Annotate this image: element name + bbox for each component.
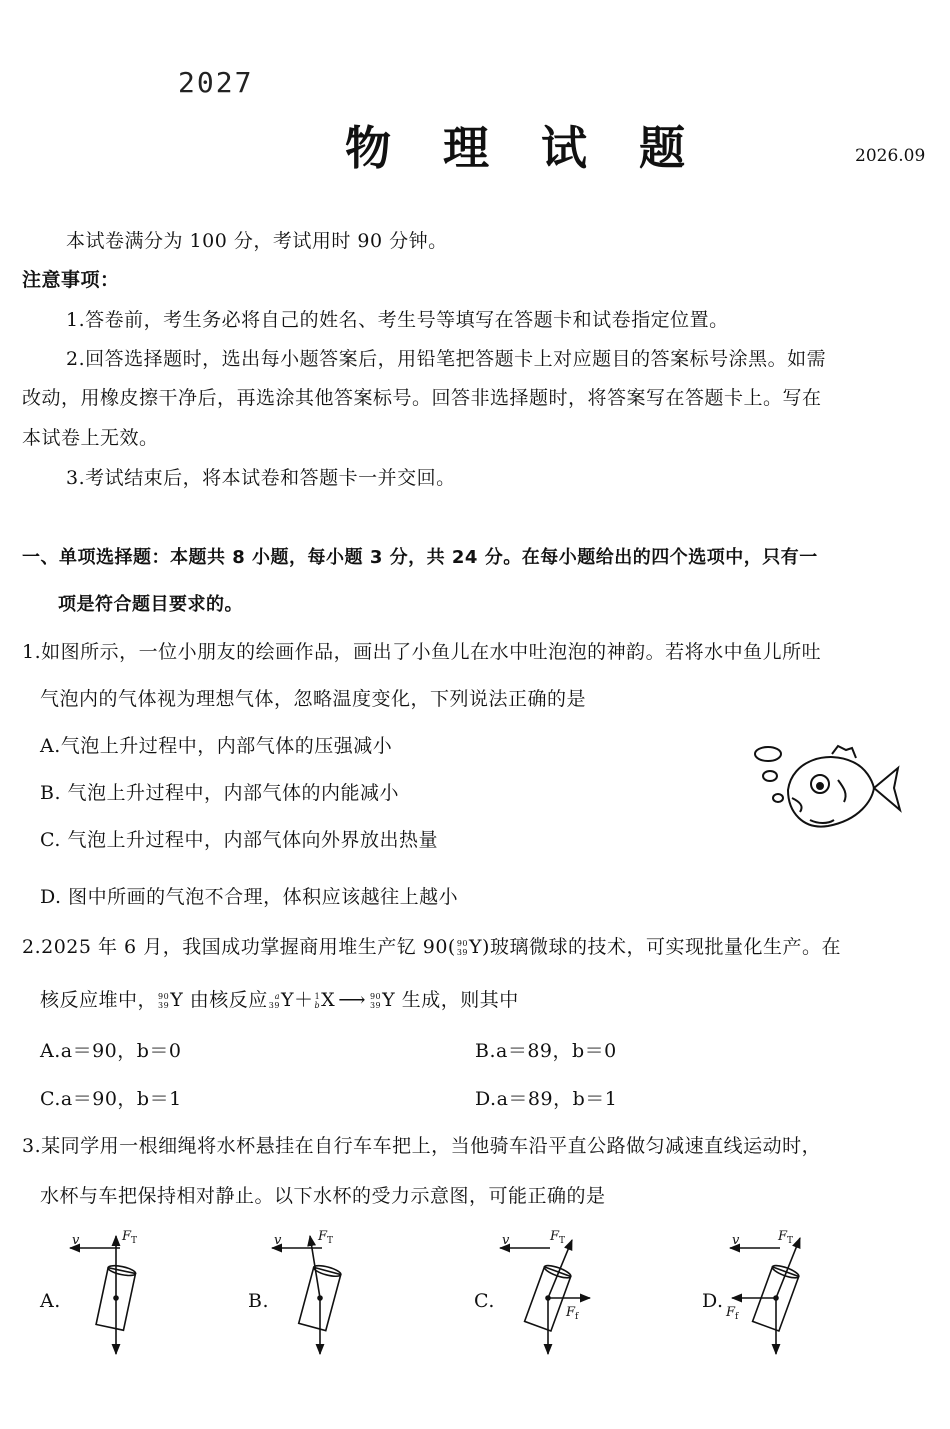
tension-subscript: T xyxy=(559,1236,566,1246)
mass-number: a xyxy=(274,992,280,1001)
q3-stem-line-2: 水杯与车把保持相对静止。以下水杯的受力示意图，可能正确的是 xyxy=(40,1185,606,1207)
bubble-small xyxy=(773,794,783,802)
nuclide-x xyxy=(315,992,321,1010)
section-1-heading-line-2: 项是符合题目要求的。 xyxy=(58,594,243,615)
nuclide-y90 xyxy=(457,939,468,957)
nuclide-y90 xyxy=(158,992,169,1010)
q3-option-b-label: B. xyxy=(248,1290,270,1312)
velocity-label: v xyxy=(274,1233,282,1248)
q3-option-a-label: A. xyxy=(40,1290,61,1312)
q2-text: Y 由核反应 xyxy=(170,989,268,1011)
intro-text: 本试卷满分为 100 分，考试用时 90 分钟。 xyxy=(66,230,448,252)
q2-option-a: A.a＝90，b＝0 xyxy=(40,1040,182,1062)
bubble-large xyxy=(755,747,781,761)
tension-label: F xyxy=(778,1229,788,1244)
q2-text: Y 生成，则其中 xyxy=(382,989,519,1011)
q2-stem-line-1 xyxy=(22,932,841,959)
tension-label: F xyxy=(318,1229,328,1244)
q1-stem-line-1: 1.如图所示，一位小朋友的绘画作品，画出了小鱼儿在水中吐泡泡的神韵。若将水中鱼儿所吐 xyxy=(22,641,822,663)
fish-tail xyxy=(874,768,900,810)
q3-stem-line-1: 3.某同学用一根细绳将水杯悬挂在自行车车把上，当他骑车沿平直公路做匀减速直线运动时， xyxy=(22,1135,822,1157)
velocity-label: v xyxy=(72,1233,80,1248)
page-title: 物 理 试 题 xyxy=(345,121,704,175)
q2-text: Y＋ xyxy=(280,989,314,1011)
q2-option-c: C.a＝90，b＝1 xyxy=(40,1088,182,1110)
q1-stem-line-2: 气泡内的气体视为理想气体，忽略温度变化，下列说法正确的是 xyxy=(40,688,587,710)
fish-fin xyxy=(832,746,856,758)
nuclide-y90 xyxy=(370,992,381,1010)
velocity-label: v xyxy=(502,1233,510,1248)
fish-gill xyxy=(838,780,846,802)
diagram-c xyxy=(500,1240,590,1354)
tension-label: F xyxy=(122,1229,132,1244)
q2-option-d: D.a＝89，b＝1 xyxy=(475,1088,618,1110)
q3-option-c-label: C. xyxy=(474,1290,495,1312)
friction-subscript: f xyxy=(575,1312,579,1322)
reaction-arrow: ⟶ xyxy=(338,989,366,1011)
year-tag: 2027 xyxy=(178,66,254,99)
q1-option-a: A.气泡上升过程中，内部气体的压强减小 xyxy=(40,735,393,757)
tension-subscript: T xyxy=(787,1236,794,1246)
notice-item-2-line-2: 改动，用橡皮擦干净后，再选涂其他答案标号。回答非选择题时，将答案写在答题卡上。写在 xyxy=(22,387,822,409)
mass-number: 90 xyxy=(158,992,170,1001)
tension-label: F xyxy=(550,1229,560,1244)
diagram-b xyxy=(272,1236,342,1354)
atomic-number: 39 xyxy=(456,948,469,957)
fish-body xyxy=(788,757,874,827)
mass-number: 1 xyxy=(314,992,321,1001)
q2-text: Y)玻璃微球的技术，可实现批量化生产。在 xyxy=(469,936,841,958)
fish-drawing xyxy=(748,740,908,835)
exam-date: 2026.09 xyxy=(855,146,926,166)
nuclide-ya xyxy=(269,992,280,1010)
q1-option-d: D. 图中所画的气泡不合理，体积应该越往上越小 xyxy=(40,886,459,908)
section-1-heading-line-1: 一、单项选择题：本题共 8 小题，每小题 3 分，共 24 分。在每小题给出的四个选项中，只有一 xyxy=(22,547,818,568)
notice-item-3: 3.考试结束后，将本试卷和答题卡一并交回。 xyxy=(66,467,456,489)
tension-subscript: T xyxy=(327,1236,334,1246)
friction-label: F xyxy=(566,1305,576,1320)
q1-option-c: C. 气泡上升过程中，内部气体向外界放出热量 xyxy=(40,829,438,851)
notice-item-1: 1.答卷前，考生务必将自己的姓名、考生号等填写在答题卡和试卷指定位置。 xyxy=(66,309,729,331)
q3-option-d-label: D. xyxy=(702,1290,724,1312)
diagram-d xyxy=(730,1238,800,1354)
friction-label: F xyxy=(726,1305,736,1320)
atomic-number: 39 xyxy=(158,1001,170,1010)
q2-stem-line-2 xyxy=(40,985,519,1012)
atomic-number: 39 xyxy=(369,1001,382,1010)
notice-heading: 注意事项： xyxy=(22,269,120,291)
q2-option-b: B.a＝89，b＝0 xyxy=(475,1040,617,1062)
q2-text: 核反应堆中， xyxy=(40,989,158,1011)
q2-text: 2.2025 年 6 月，我国成功掌握商用堆生产钇 90( xyxy=(22,936,456,958)
atomic-number: b xyxy=(314,1001,321,1010)
diagram-a xyxy=(70,1236,136,1354)
notice-item-2-line-1: 2.回答选择题时，选出每小题答案后，用铅笔把答题卡上对应题目的答案标号涂黑。如需 xyxy=(66,348,827,370)
atomic-number: 39 xyxy=(268,1001,280,1010)
q2-text: X xyxy=(321,989,336,1011)
bubble-medium xyxy=(763,771,777,781)
q3-force-diagrams xyxy=(60,1228,880,1360)
q1-option-b: B. 气泡上升过程中，内部气体的内能减小 xyxy=(40,782,400,804)
mass-number: 90 xyxy=(369,992,382,1001)
mass-number: 90 xyxy=(456,939,469,948)
notice-item-2-line-3: 本试卷上无效。 xyxy=(22,427,159,449)
friction-subscript: f xyxy=(735,1312,739,1322)
velocity-label: v xyxy=(732,1233,740,1248)
tension-subscript: T xyxy=(131,1236,138,1246)
